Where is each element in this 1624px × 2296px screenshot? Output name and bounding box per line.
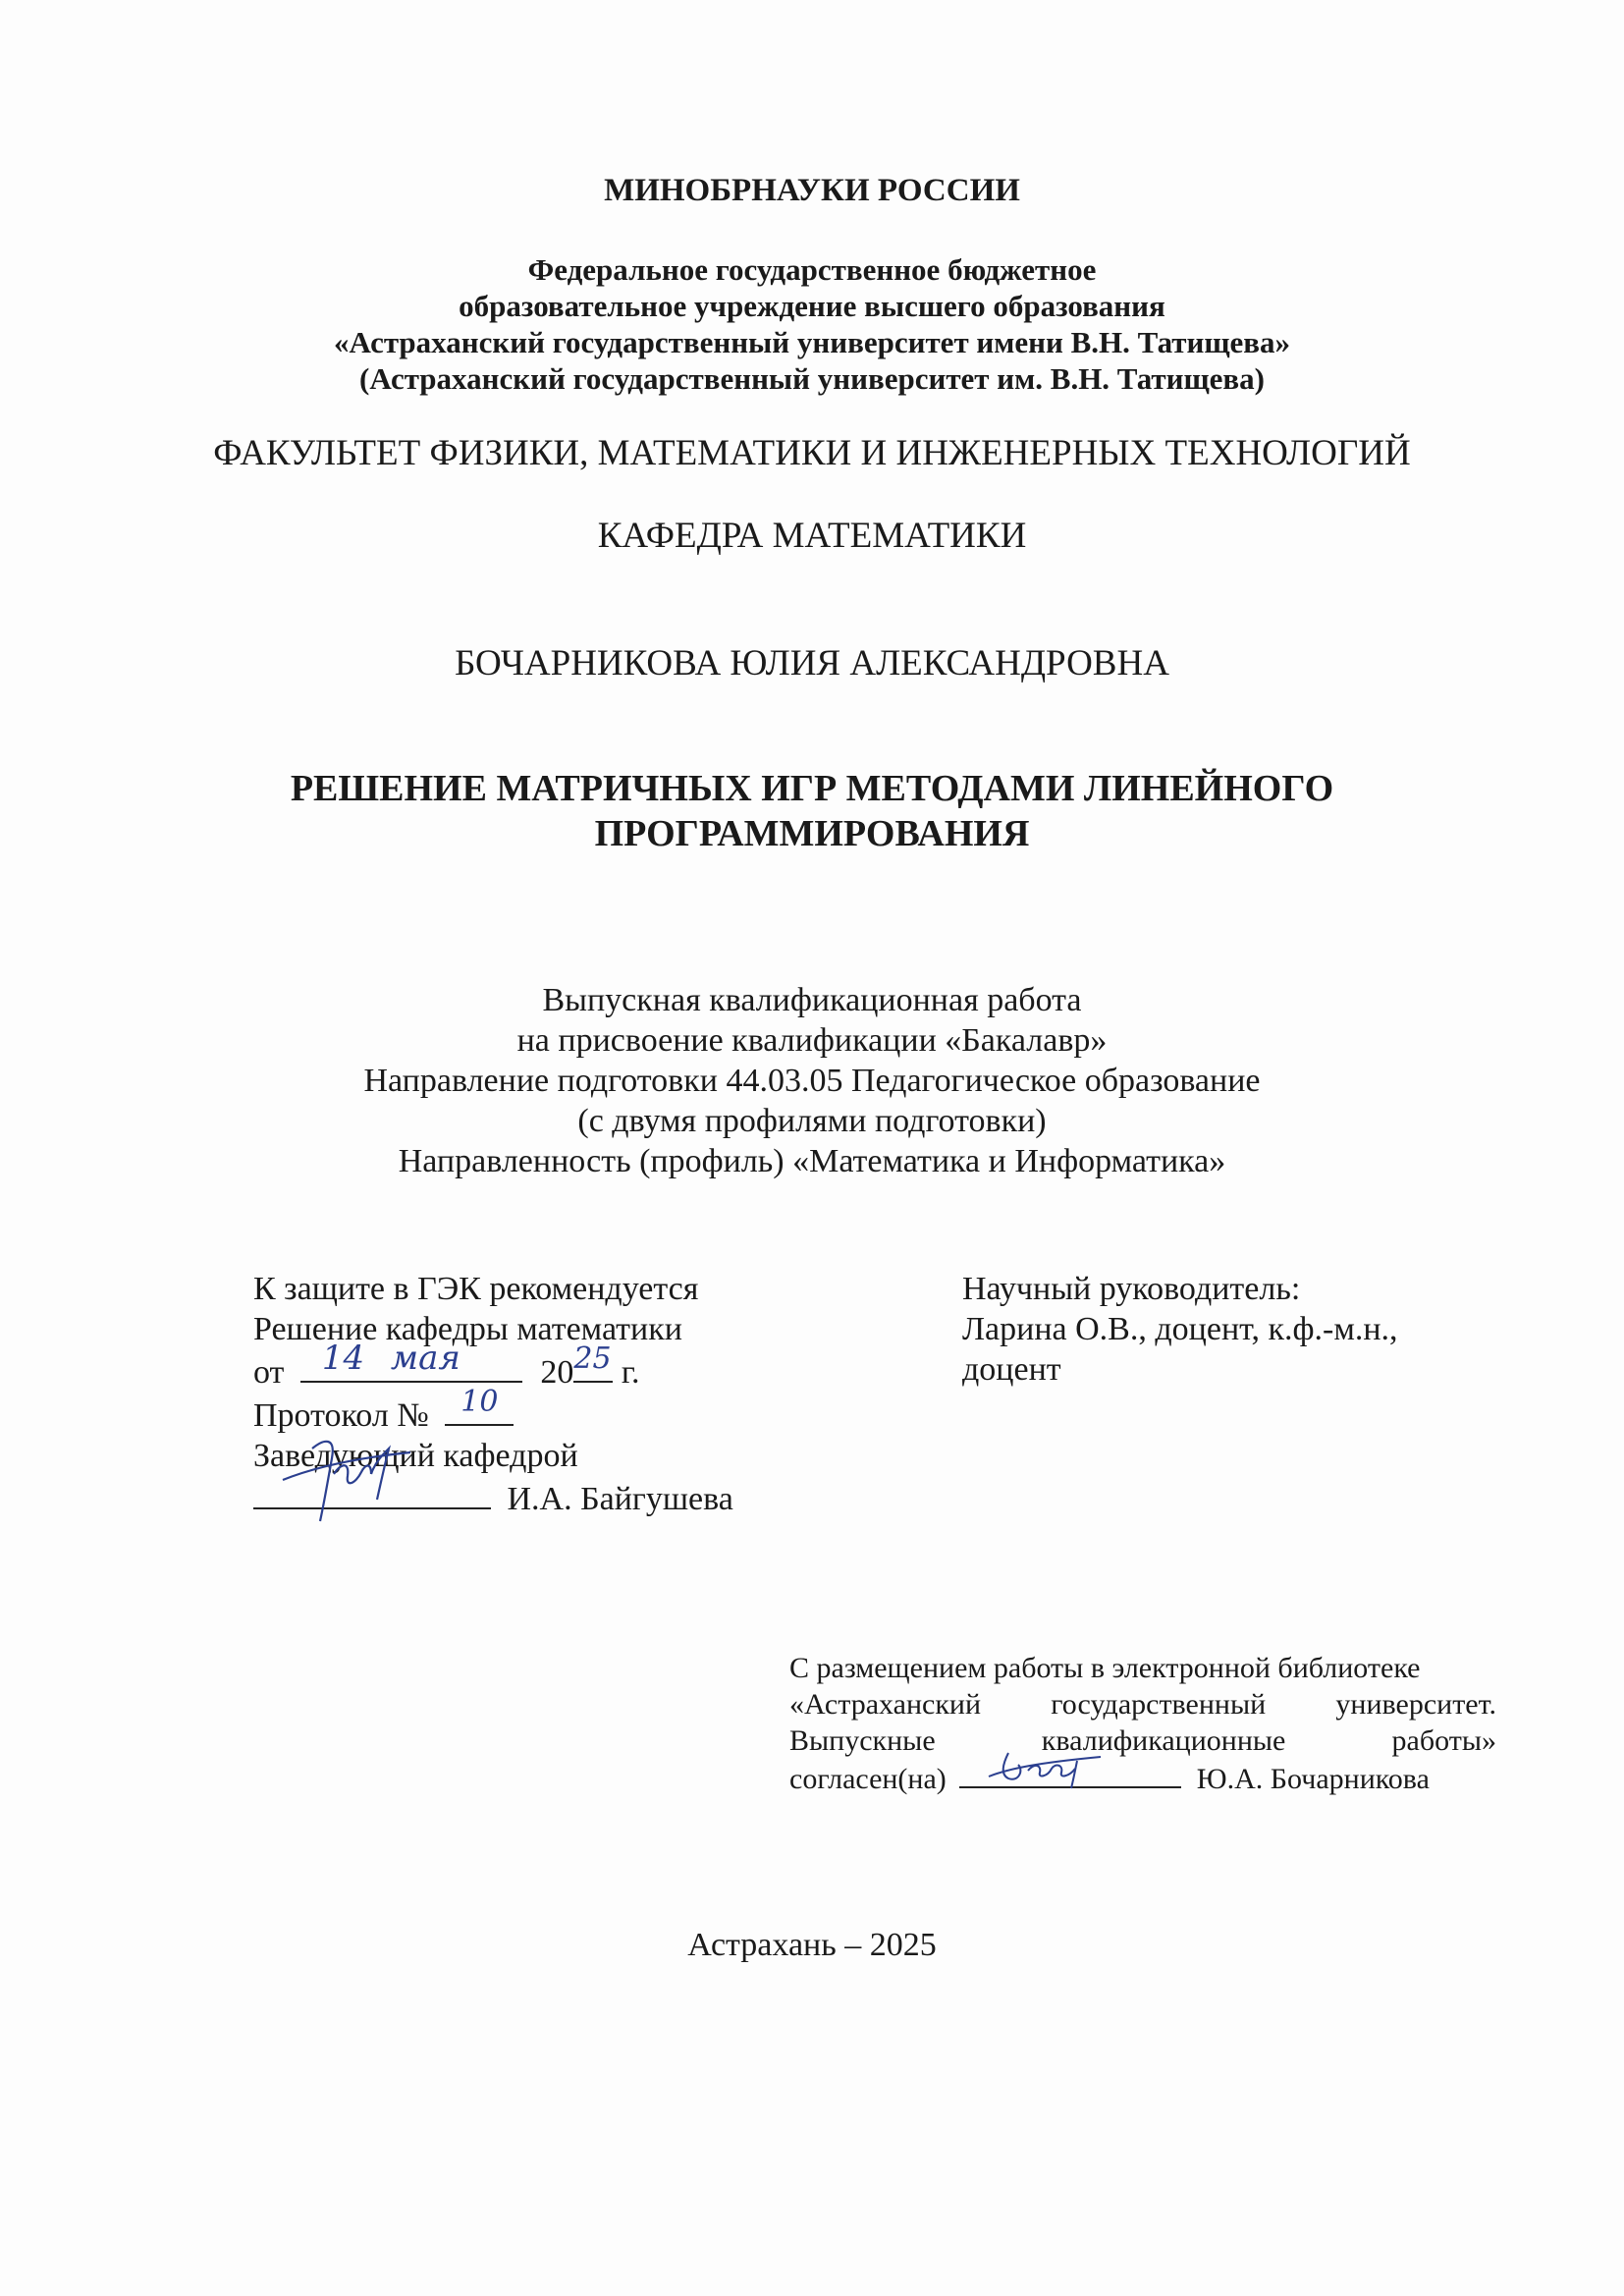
student-name: БОЧАРНИКОВА ЮЛИЯ АЛЕКСАНДРОВНА: [455, 643, 1169, 683]
head-signature-line: [253, 1476, 733, 1519]
consent-line: С размещением работы в электронной библиотеке: [789, 1652, 1421, 1684]
work-info-line: Направление подготовки 44.03.05 Педагогическое образование: [363, 1063, 1261, 1099]
consent-word: Выпускные: [789, 1724, 936, 1757]
year-unit: г.: [621, 1354, 640, 1391]
thesis-title-line: ПРОГРАММИРОВАНИЯ: [594, 813, 1030, 854]
student-signature: [979, 1747, 1107, 1790]
supervisor-label: Научный руководитель:: [962, 1271, 1301, 1307]
ministry-heading: МИНОБРНАУКИ РОССИИ: [604, 173, 1020, 208]
consent-word: университет.: [1335, 1688, 1496, 1721]
consent-student-name: Ю.А. Бочарникова: [1196, 1763, 1430, 1795]
year-prefix: 20: [540, 1354, 574, 1391]
consent-signature-line: [789, 1759, 1496, 1797]
institution-line: (Астраханский государственный университет им. В.Н. Татищева): [359, 361, 1265, 396]
consent-line: [789, 1686, 1496, 1722]
head-name: И.А. Байгушева: [507, 1481, 733, 1517]
consent-word: «Астраханский: [789, 1688, 981, 1721]
head-signature-blank: [253, 1476, 491, 1509]
work-info-line: на присвоение квалификации «Бакалавр»: [516, 1022, 1108, 1059]
date-blank: [300, 1339, 522, 1383]
thesis-title-line: РЕШЕНИЕ МАТРИЧНЫХ ИГР МЕТОДАМИ ЛИНЕЙНОГО: [290, 768, 1334, 809]
institution-line: образовательное учреждение высшего образования: [459, 289, 1165, 323]
protocol-label: Протокол №: [253, 1397, 429, 1434]
protocol-blank: [445, 1385, 514, 1426]
handwritten-year: 25: [573, 1341, 612, 1376]
consent-prefix: согласен(на): [789, 1763, 947, 1795]
supervisor-line: Ларина О.В., доцент, к.ф.-м.н.,: [962, 1311, 1398, 1347]
year-blank: [573, 1341, 613, 1383]
work-info-line: Направленность (профиль) «Математика и Информатика»: [398, 1143, 1226, 1179]
faculty-heading: ФАКУЛЬТЕТ ФИЗИКИ, МАТЕМАТИКИ И ИНЖЕНЕРНЫХ ТЕХНОЛОГИЙ: [213, 433, 1411, 473]
consent-word: квалификационные: [1041, 1724, 1286, 1757]
handwritten-day: 14: [321, 1339, 365, 1378]
supervisor-block: [962, 1269, 1398, 1390]
head-label: Заведующий кафедрой: [253, 1438, 578, 1474]
consent-word: государственный: [1051, 1688, 1267, 1721]
head-signature: [273, 1419, 420, 1527]
city-year: Астрахань – 2025: [687, 1927, 937, 1963]
handwritten-month: мая: [390, 1339, 460, 1378]
institution-line: «Астраханский государственный университет имени В.Н. Татищева»: [333, 325, 1291, 359]
library-consent-block: [789, 1650, 1496, 1797]
approval-line: К защите в ГЭК рекомендуется: [253, 1271, 699, 1307]
work-info-line: Выпускная квалификационная работа: [542, 982, 1082, 1018]
work-info-line: (с двумя профилями подготовки): [577, 1103, 1047, 1139]
handwritten-protocol-number: 10: [460, 1385, 499, 1419]
institution-block: [0, 251, 1624, 397]
approval-block: [253, 1269, 733, 1519]
date-prefix: от: [253, 1354, 285, 1391]
institution-line: Федеральное государственное бюджетное: [527, 252, 1097, 287]
student-signature-blank: [959, 1759, 1181, 1788]
consent-word: работы»: [1391, 1724, 1496, 1757]
work-info-block: [0, 980, 1624, 1181]
approval-line: Решение кафедры математики: [253, 1311, 682, 1347]
consent-line: [789, 1722, 1496, 1759]
thesis-title: [0, 766, 1624, 856]
supervisor-line: доцент: [962, 1351, 1061, 1388]
department-heading: КАФЕДРА МАТЕМАТИКИ: [597, 516, 1027, 556]
